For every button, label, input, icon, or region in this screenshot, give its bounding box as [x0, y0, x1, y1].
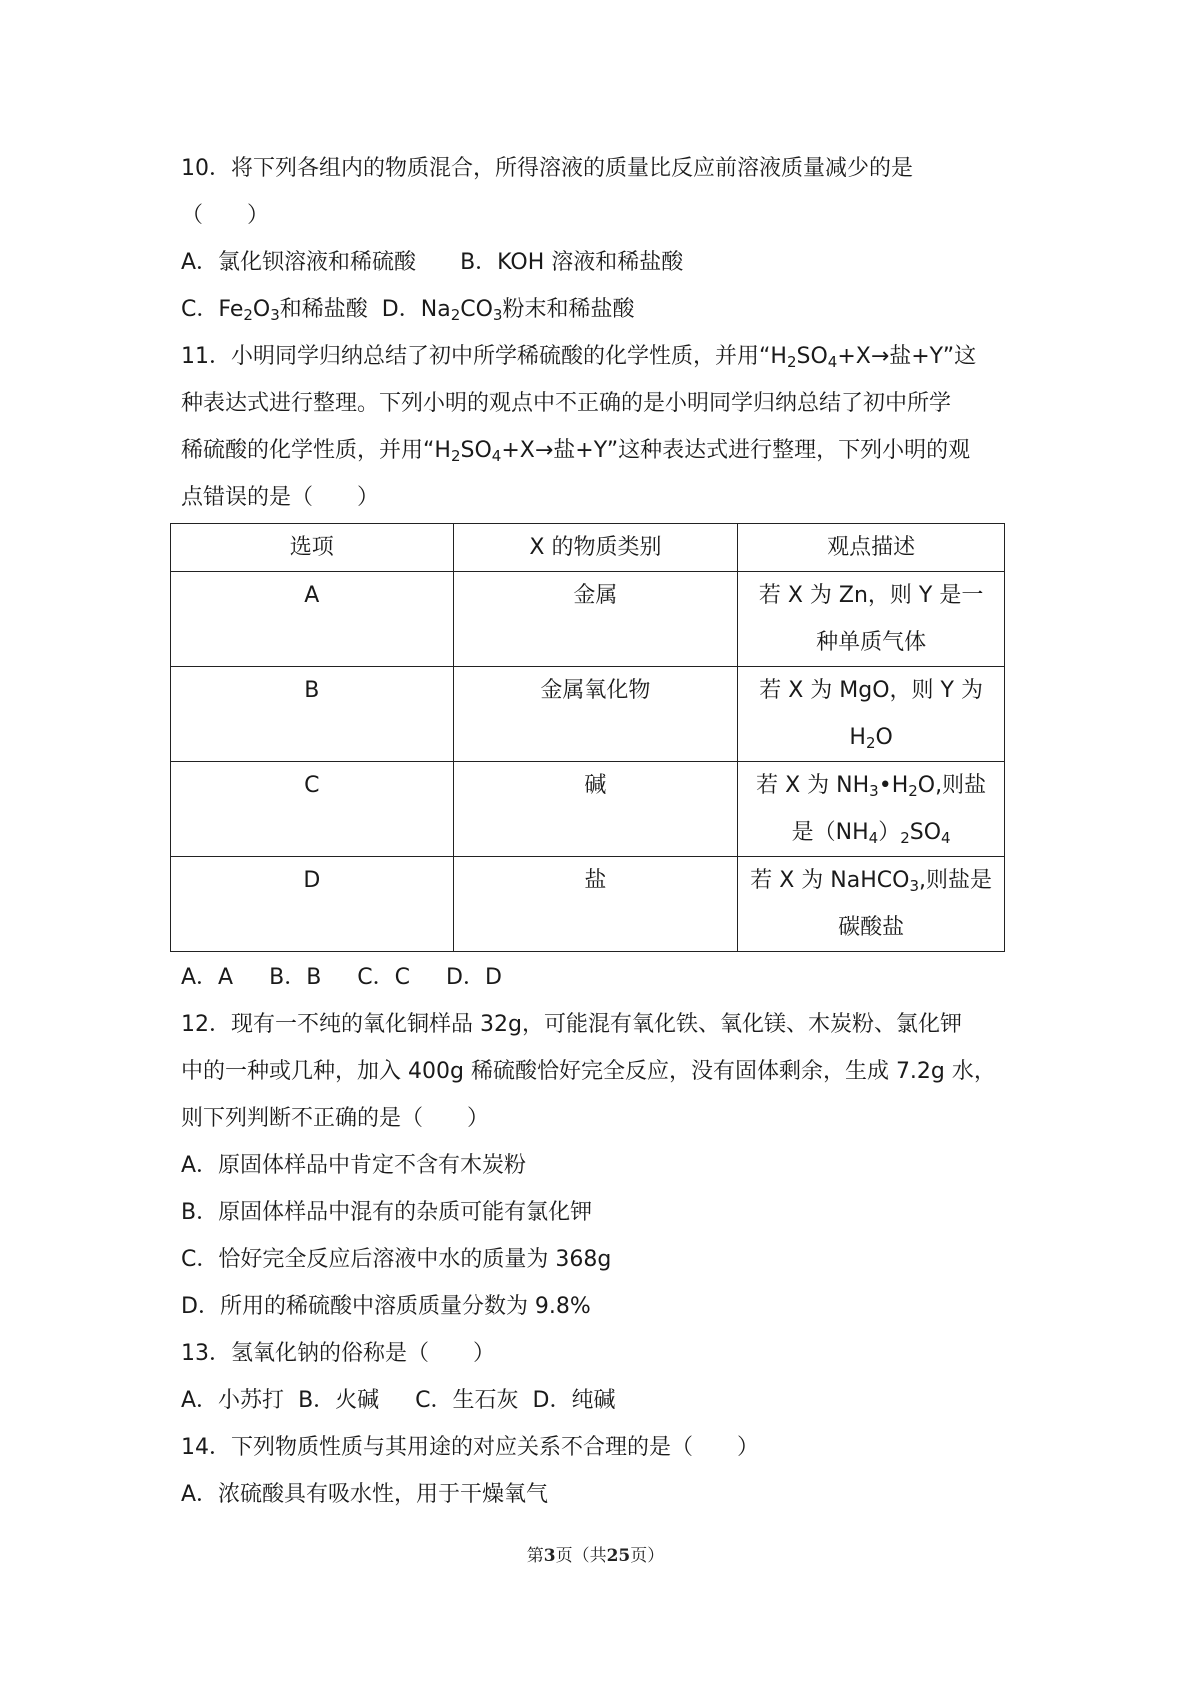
q11-stem-line4: 点错误的是（ ）: [181, 485, 380, 510]
q11-stem-line2: 种表达式进行整理。下列小明的观点中不正确的是小明同学归纳总结了初中所学: [181, 391, 952, 416]
q14-stem: 14．下列物质性质与其用途的对应关系不合理的是（ ）: [181, 1435, 759, 1460]
q10-option-a: A．氯化钡溶液和稀硫酸: [181, 250, 417, 275]
table-cell-category: 碱: [453, 762, 738, 857]
table-row: [171, 572, 1005, 667]
exam-page: [181, 145, 1021, 1518]
q13-option-d: D．纯碱: [532, 1388, 616, 1413]
q13-stem: 13．氢氧化钠的俗称是（ ）: [181, 1341, 495, 1366]
q12-option-b: B．原固体样品中混有的杂质可能有氯化钾: [181, 1200, 593, 1225]
page-total: 25: [606, 1546, 631, 1566]
q12-stem-line2: 中的一种或几种，加入 400g 稀硫酸恰好完全反应，没有固体剩余，生成 7.2g 水，: [181, 1059, 996, 1084]
q11-stem-line3: 稀硫酸的化学性质，并用“$H_2SO_4+X\to$盐+Y”这种表达式进行整理，下列小明的观: [181, 438, 971, 465]
q13-option-a: A．小苏打: [181, 1388, 285, 1413]
q10-option-b: B．KOH 溶液和稀盐酸: [460, 250, 684, 275]
q11-answer-c: C．C: [357, 965, 411, 990]
q10-stem: 10．将下列各组内的物质混合，所得溶液的质量比反应前溶液质量减少的是: [181, 156, 913, 181]
table-cell-option: A: [171, 572, 454, 667]
table-cell-desc: 若 X 为 NaHCO$_3$,则盐是 碳酸盐: [738, 857, 1005, 952]
page-footer: 第3页（共25页）: [526, 1546, 665, 1566]
q11-table: [170, 523, 1005, 952]
table-cell-category: 金属氧化物: [453, 667, 738, 762]
table-row: [171, 667, 1005, 762]
table-cell-category: 金属: [453, 572, 738, 667]
q13-option-b: B．火碱: [298, 1388, 380, 1413]
table-cell-option: B: [171, 667, 454, 762]
table-header: X 的物质类别: [453, 524, 738, 572]
q12-option-a: A．原固体样品中肯定不含有木炭粉: [181, 1153, 527, 1178]
q12-stem-line3: 则下列判断不正确的是（ ）: [181, 1106, 490, 1131]
table-header-row: [171, 524, 1005, 572]
q11-stem-line1: 11．小明同学归纳总结了初中所学稀硫酸的化学性质，并用“$H_2SO_4+X\to$盐+Y”这: [181, 344, 977, 371]
page-number: 3: [543, 1546, 556, 1566]
q10-blank: （ ）: [181, 203, 270, 228]
table-header: 选项: [171, 524, 454, 572]
table-cell-option: C: [171, 762, 454, 857]
q12-option-c: C．恰好完全反应后溶液中水的质量为 368g: [181, 1247, 612, 1272]
table-header: 观点描述: [738, 524, 1005, 572]
q11-answer-a: A．A: [181, 965, 234, 990]
table-cell-desc: 若 X 为 MgO，则 Y 为 $H_2O$: [738, 667, 1005, 762]
q11-answer-d: D．D: [446, 965, 502, 990]
q12-stem-line1: 12．现有一不纯的氧化铜样品 32g，可能混有氧化铁、氧化镁、木炭粉、氯化钾: [181, 1012, 962, 1037]
q10-option-c: C．$Fe_2O_3$和稀盐酸: [181, 297, 368, 324]
q12-option-d: D．所用的稀硫酸中溶质质量分数为 9.8%: [181, 1294, 591, 1319]
q14-option-a: A．浓硫酸具有吸水性，用于干燥氧气: [181, 1482, 549, 1507]
table-cell-category: 盐: [453, 857, 738, 952]
table-row: [171, 857, 1005, 952]
q13-option-c: C．生石灰: [415, 1388, 519, 1413]
q11-answer-b: B．B: [269, 965, 322, 990]
table-cell-option: D: [171, 857, 454, 952]
q11-answers: [181, 954, 1021, 1001]
q10-options-cd: [181, 286, 1021, 333]
table-cell-desc: 若 X 为 Zn，则 Y 是一 种单质气体: [738, 572, 1005, 667]
q10-option-d: D．$Na_2CO_3$粉末和稀盐酸: [381, 297, 635, 324]
q10-options-ab: [181, 239, 1021, 286]
table-cell-desc: 若 X 为 $NH_3•H_2O$,则盐 是$(NH_4)_2SO_4$: [738, 762, 1005, 857]
table-row: [171, 762, 1005, 857]
q13-options: [181, 1377, 1021, 1424]
